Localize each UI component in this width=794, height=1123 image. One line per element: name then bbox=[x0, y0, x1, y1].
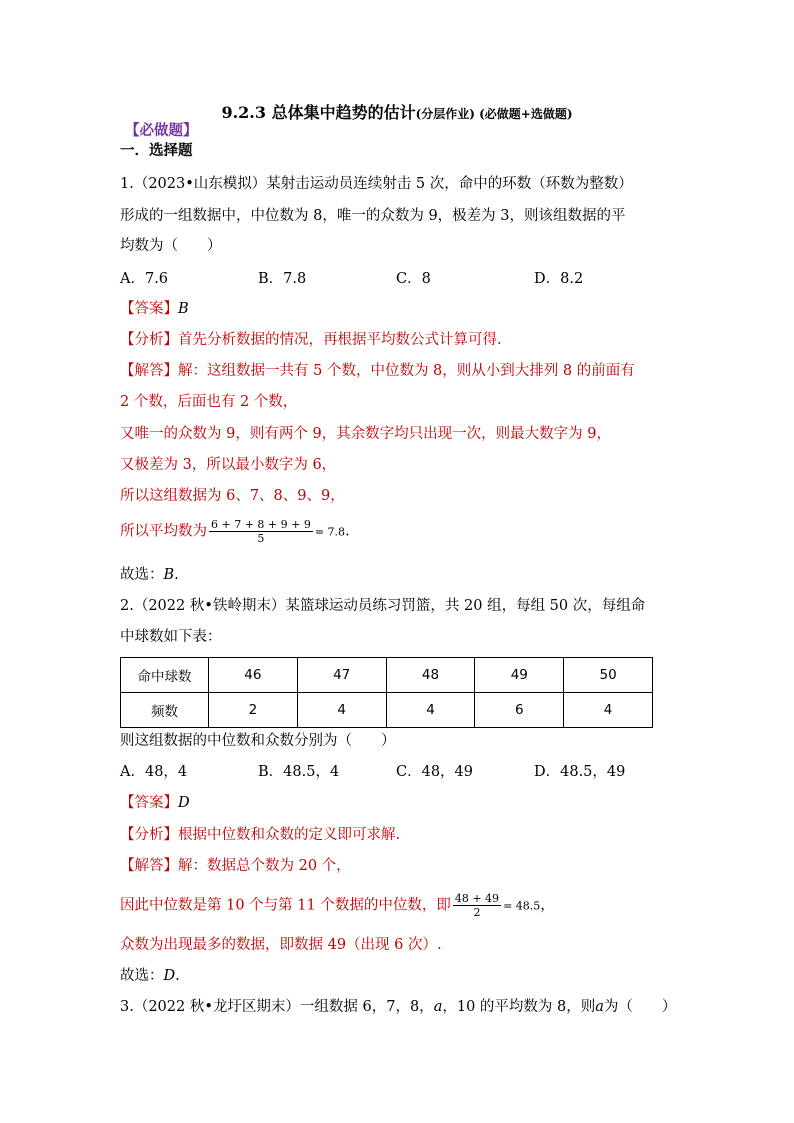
table-cell: 50 bbox=[564, 658, 653, 693]
data-table bbox=[120, 657, 653, 728]
table-cell: 2 bbox=[209, 693, 298, 728]
sol2-end: ， bbox=[540, 897, 555, 914]
q1-final bbox=[120, 565, 179, 585]
q3-text-b: ，10 的平均数为 8，则 bbox=[442, 999, 596, 1015]
q3-var-a2: a bbox=[595, 999, 604, 1015]
q2-solution bbox=[120, 856, 351, 876]
page-title bbox=[0, 100, 794, 123]
q1-options bbox=[120, 269, 583, 289]
q2-line3: 则这组数据的中位数和众数分别为（ ） bbox=[120, 733, 396, 749]
q2-options bbox=[120, 762, 625, 782]
fraction-numerator: 48 + 49 bbox=[454, 892, 500, 905]
q1-analysis bbox=[120, 330, 502, 350]
title-sub: (分层作业) (必做题+选做题) bbox=[415, 107, 573, 121]
q1-option-d: D．8.2 bbox=[534, 271, 584, 287]
q1-sol3: 又唯一的众数为 9，则有两个 9，其余数字均只出现一次，则最大数字为 9， bbox=[120, 426, 612, 442]
solution-tag: 【解答】 bbox=[120, 363, 178, 379]
section-heading: 一．选择题 bbox=[120, 142, 193, 159]
q1-sol5: 所以这组数据为 6、7、8、9、9， bbox=[120, 488, 345, 504]
q1-line2: 形成的一组数据中，中位数为 8，唯一的众数为 9，极差为 3，则该组数据的平 bbox=[120, 208, 626, 224]
q1-line3: 均数为（ ） bbox=[120, 238, 222, 254]
q2-final bbox=[120, 966, 180, 986]
fraction-result: = 48.5 bbox=[503, 899, 541, 913]
q1-line1: 1.（2023•山东模拟）某射击运动员连续射击 5 次，命中的环数（环数为整数） bbox=[120, 176, 633, 192]
q2-option-c: C．48，49 bbox=[396, 764, 473, 780]
solution-intro: 解： bbox=[178, 858, 207, 874]
final-end: . bbox=[175, 968, 180, 984]
q2-option-d: D．48.5，49 bbox=[534, 764, 626, 780]
final-answer: B bbox=[163, 567, 175, 583]
q2-sol2 bbox=[120, 892, 555, 919]
table-cell: 46 bbox=[209, 658, 298, 693]
fraction-denominator: 5 bbox=[257, 532, 265, 545]
q2-option-b: B．48.5，4 bbox=[258, 764, 340, 780]
answer-value: D bbox=[178, 795, 190, 811]
fraction-numerator: 6 + 7 + 8 + 9 + 9 bbox=[211, 518, 311, 531]
table-cell: 6 bbox=[475, 693, 564, 728]
analysis-text: 根据中位数和众数的定义即可求解. bbox=[178, 827, 401, 843]
answer-tag: 【答案】 bbox=[120, 795, 178, 811]
q1-sol6 bbox=[120, 518, 350, 545]
sol6-end: . bbox=[345, 523, 350, 540]
title-main: 9.2.3 总体集中趋势的估计 bbox=[221, 103, 416, 122]
table-row bbox=[121, 658, 653, 693]
q1-sol2: 2 个数，后面也有 2 个数， bbox=[120, 394, 298, 410]
solution-tag: 【解答】 bbox=[120, 858, 178, 874]
q1-solution bbox=[120, 361, 635, 381]
table-cell: 4 bbox=[297, 693, 386, 728]
sol6-prefix: 所以平均数为 bbox=[120, 523, 207, 540]
table-cell: 命中球数 bbox=[121, 658, 209, 693]
final-end: . bbox=[174, 567, 179, 583]
q3-text-c: 为（ ） bbox=[603, 999, 677, 1015]
table-cell: 48 bbox=[386, 658, 475, 693]
answer-value: B bbox=[178, 301, 189, 317]
table-cell: 47 bbox=[297, 658, 386, 693]
table-cell: 49 bbox=[475, 658, 564, 693]
q1-sol4: 又极差为 3，所以最小数字为 6， bbox=[120, 457, 337, 473]
final-label: 故选： bbox=[120, 567, 164, 583]
q1-answer bbox=[120, 299, 189, 319]
solution-text: 这组数据一共有 5 个数，中位数为 8，则从小到大排列 8 的前面有 bbox=[207, 363, 635, 379]
analysis-tag: 【分析】 bbox=[120, 827, 178, 843]
fraction bbox=[209, 518, 313, 545]
table-cell: 频数 bbox=[121, 693, 209, 728]
q1-option-b: B．7.8 bbox=[258, 271, 307, 287]
table-cell: 4 bbox=[564, 693, 653, 728]
final-answer: D bbox=[163, 968, 176, 984]
q1-option-a: A．7.6 bbox=[120, 271, 169, 287]
analysis-tag: 【分析】 bbox=[120, 332, 178, 348]
table-cell: 4 bbox=[386, 693, 475, 728]
q2-option-a: A．48，4 bbox=[120, 764, 188, 780]
q2-sol3: 众数为出现最多的数据，即数据 49（出现 6 次）. bbox=[120, 937, 442, 953]
fraction-result: = 7.8 bbox=[314, 525, 346, 539]
q3-text-a: 3.（2022 秋•龙圩区期末）一组数据 6，7，8， bbox=[120, 999, 434, 1015]
q3-var-a: a bbox=[433, 999, 443, 1015]
section-tag: 【必做题】 bbox=[125, 122, 198, 139]
fraction bbox=[453, 892, 501, 919]
solution-intro: 解： bbox=[178, 363, 207, 379]
final-label: 故选： bbox=[120, 968, 164, 984]
table-row bbox=[121, 693, 653, 728]
q3-line1 bbox=[120, 997, 676, 1017]
q1-option-c: C．8 bbox=[396, 271, 431, 287]
solution-text: 数据总个数为 20 个， bbox=[207, 858, 351, 874]
q2-line1: 2.（2022 秋•铁岭期末）某篮球运动员练习罚篮，共 20 组，每组 50 次，每组命 bbox=[120, 598, 646, 614]
q2-answer bbox=[120, 793, 190, 813]
answer-tag: 【答案】 bbox=[120, 301, 178, 317]
sol2-prefix: 因此中位数是第 10 个与第 11 个数据的中位数，即 bbox=[120, 897, 451, 914]
q2-line2: 中球数如下表： bbox=[120, 629, 222, 645]
q2-analysis bbox=[120, 825, 400, 845]
fraction-denominator: 2 bbox=[473, 906, 481, 919]
analysis-text: 首先分析数据的情况，再根据平均数公式计算可得. bbox=[178, 332, 502, 348]
